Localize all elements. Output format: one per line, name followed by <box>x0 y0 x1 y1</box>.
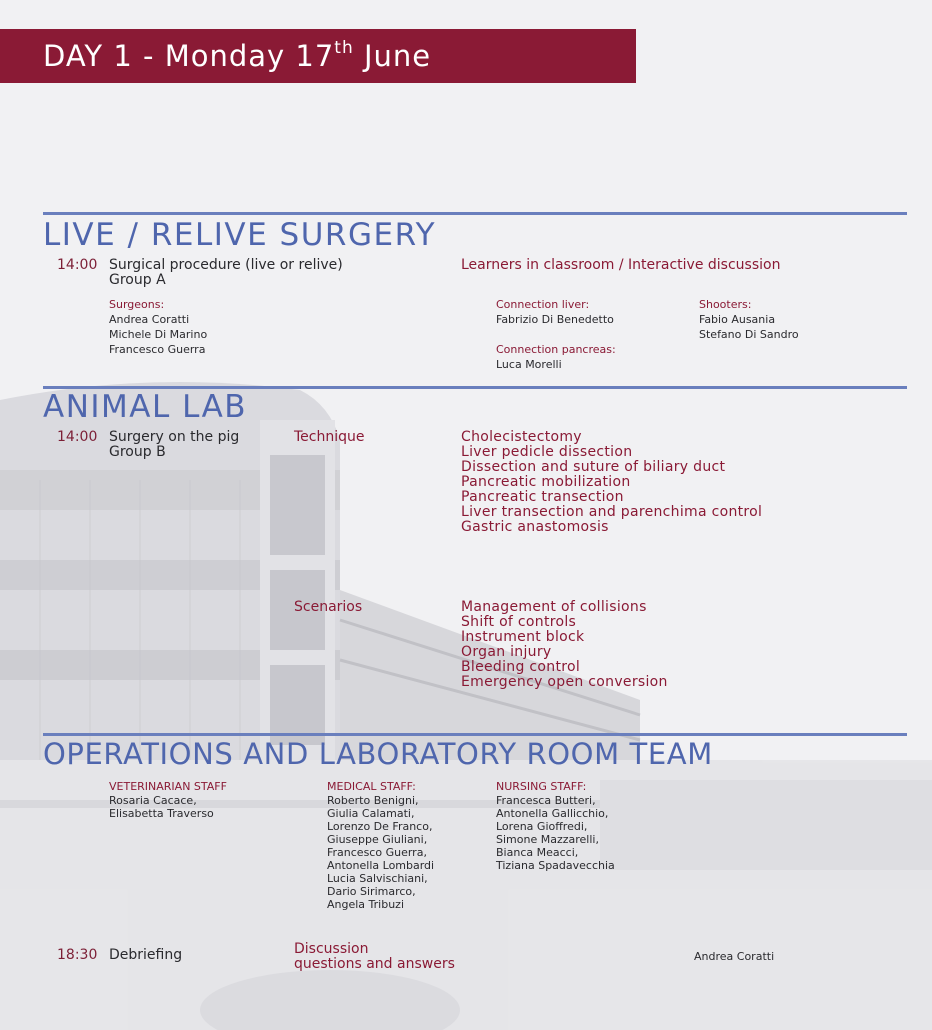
debrief-speaker: Andrea Coratti <box>694 950 775 963</box>
scenarios-list: Management of collisions Shift of controls Instrument block Organ injury Bleeding control Emergency open conversion <box>461 599 668 690</box>
debrief-time: 18:30 <box>57 947 98 963</box>
team-heading: OPERATIONS AND LABORATORY ROOM TEAM <box>43 737 713 771</box>
medical-staff-block: MEDICAL STAFF: Roberto Benigni, Giulia Calamati, Lorenzo De Franco, Giuseppe Giuliani, Francesco Guerra, Antonella Lombardi Lucia Salvischiani, Dario Sirimarco, Angela Tribuzi <box>327 780 435 911</box>
technique-list: Cholecistectomy Liver pedicle dissection Dissection and suture of biliary duct Pancreatic mobilization Pancreatic transection Liver transection and parenchima control Gastric anastomosis <box>461 429 763 535</box>
day-banner <box>0 29 636 83</box>
connection-pancreas-block: Connection pancreas: Luca Morelli <box>496 343 616 371</box>
section-divider <box>43 212 907 215</box>
veterinarian-staff-block: VETERINARIAN STAFF Rosaria Cacace, Elisabetta Traverso <box>109 780 227 820</box>
surgeons-block: Surgeons: Andrea Coratti Michele Di Marino Francesco Guerra <box>109 298 208 356</box>
debrief-label: Debriefing <box>109 947 183 963</box>
connection-liver-block: Connection liver: Fabrizio Di Benedetto <box>496 298 614 326</box>
animal-time: 14:00 <box>57 429 98 445</box>
live-time: 14:00 <box>57 257 98 273</box>
technique-label: Technique <box>294 429 365 445</box>
animal-lab-heading: ANIMAL LAB <box>43 389 248 425</box>
surgeons-list: Andrea Coratti Michele Di Marino Francesco Guerra <box>109 313 208 356</box>
shooters-block: Shooters: Fabio Ausania Stefano Di Sandro <box>699 298 799 341</box>
scenarios-label: Scenarios <box>294 599 363 615</box>
live-surgery-heading: LIVE / RELIVE SURGERY <box>43 217 437 253</box>
section-divider <box>43 733 907 736</box>
live-note: Learners in classroom / Interactive discussion <box>461 257 781 273</box>
day-banner-title: DAY 1 - Monday 17th June <box>43 38 432 73</box>
nursing-staff-block: NURSING STAFF: Francesca Butteri, Antonella Gallicchio, Lorena Gioffredi, Simone Mazzarelli, Bianca Meacci, Tiziana Spadavecchia <box>496 780 615 872</box>
live-procedure: Surgical procedure (live or relive) Group A <box>109 257 343 288</box>
animal-activity: Surgery on the pig Group B <box>109 429 240 460</box>
debrief-discussion: Discussion questions and answers <box>294 941 455 972</box>
